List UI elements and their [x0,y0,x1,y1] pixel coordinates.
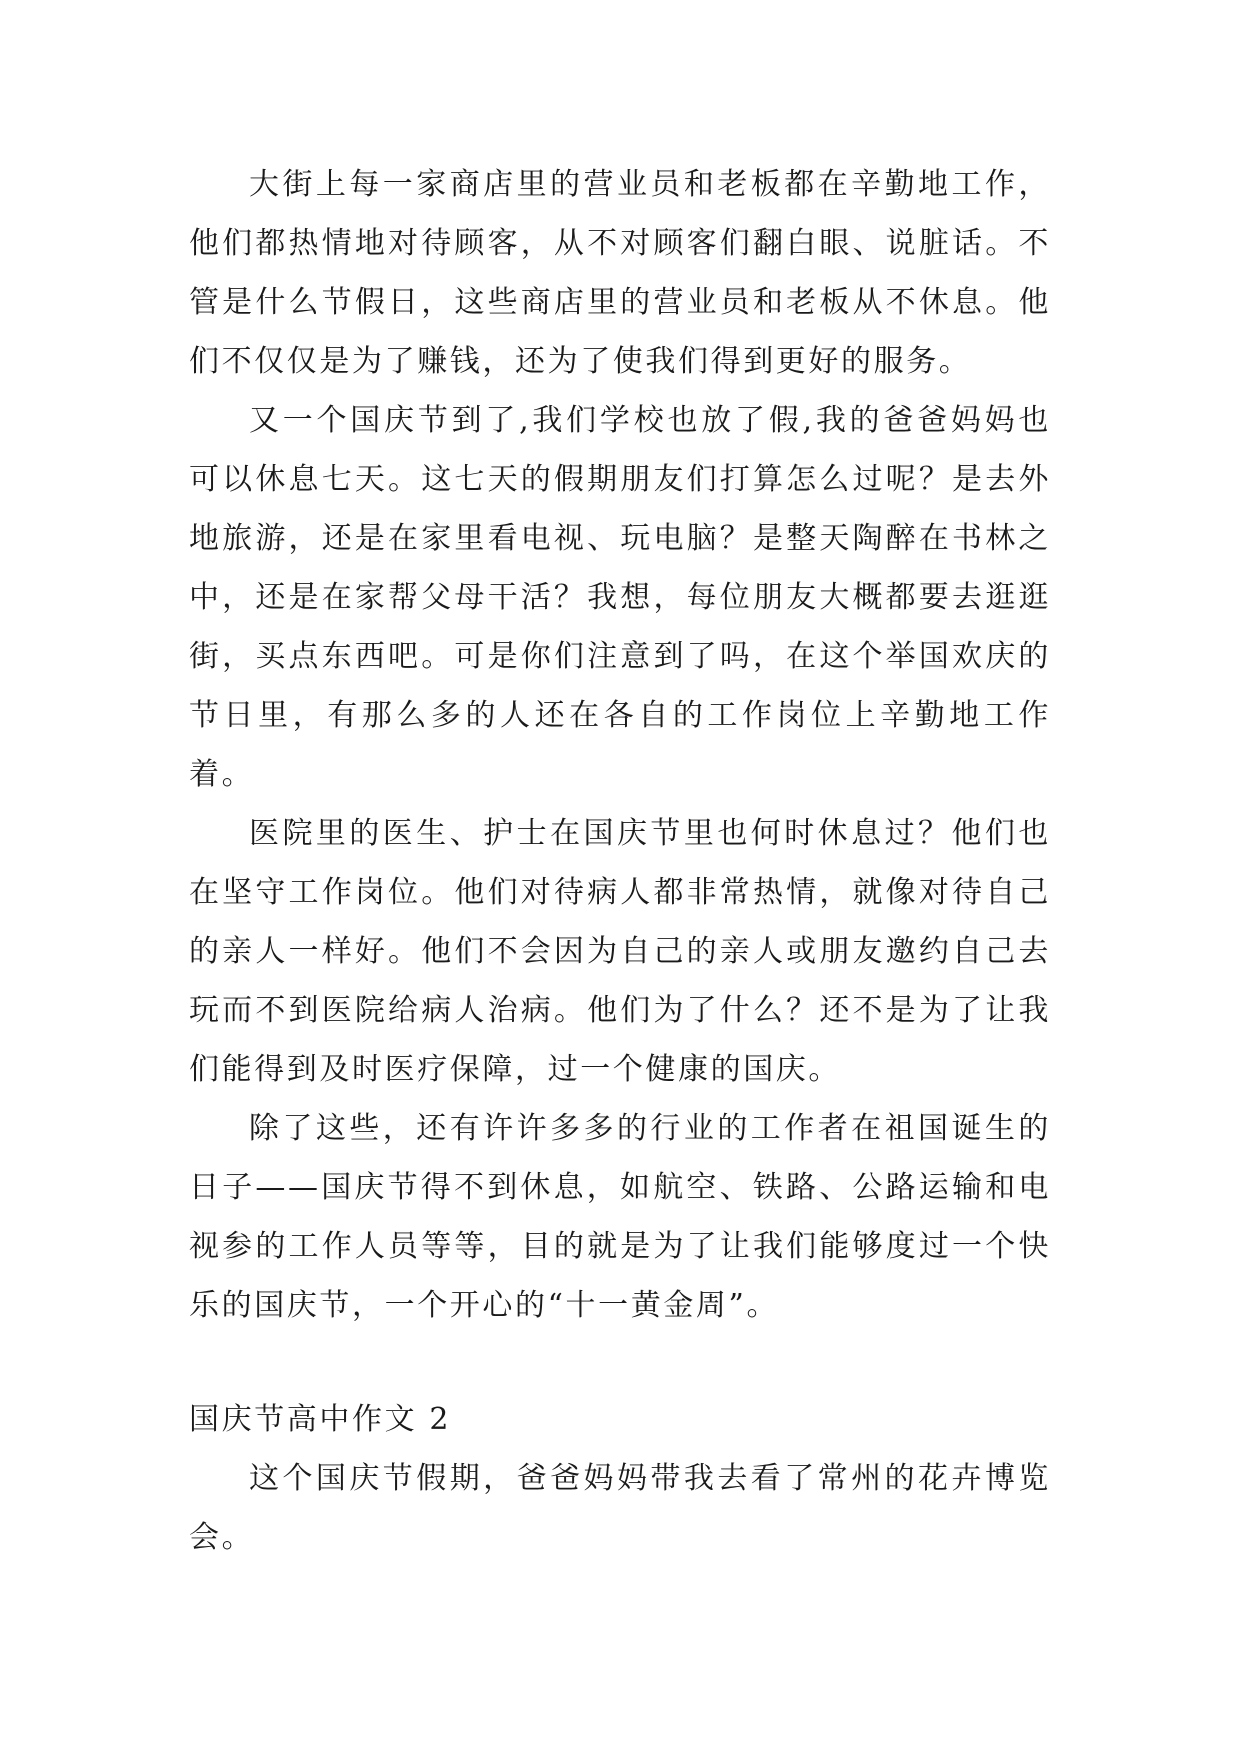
paragraph-other-workers: 除了这些，还有许许多多的行业的工作者在祖国诞生的日子——国庆节得不到休息，如航空、铁路、公路运输和电视参的工作人员等等，目的就是为了让我们能够度过一个快乐的国庆节，一个开心的“十一黄金周”。 [189,1111,1051,1323]
section-spacer [189,1335,1051,1390]
paragraph-shop-workers: 大街上每一家商店里的营业员和老板都在辛勤地工作，他们都热情地对待顾客，从不对顾客们翻白眼、说脏话。不管是什么节假日，这些商店里的营业员和老板从不休息。他们不仅仅是为了赚钱，还为了使我们得到更好的服务。 [189,167,1051,379]
section-heading: 国庆节高中作文 2 [189,1402,452,1437]
paragraph-national-day-holiday: 又一个国庆节到了,我们学校也放了假,我的爸爸妈妈也可以休息七天。这七天的假期朋友们打算怎么过呢？是去外地旅游，还是在家里看电视、玩电脑？是整天陶醉在书林之中，还是在家帮父母干活？我想，每位朋友大概都要去逛逛街，买点东西吧。可是你们注意到了吗，在这个举国欢庆的节日里，有那么多的人还在各自的工作岗位上辛勤地工作着。 [189,403,1051,792]
paragraph-flower-expo: 这个国庆节假期，爸爸妈妈带我去看了常州的花卉博览会。 [189,1461,1051,1555]
document-body [189,155,1051,1567]
paragraph-hospital-staff: 医院里的医生、护士在国庆节里也何时休息过？他们也在坚守工作岗位。他们对待病人都非常热情，就像对待自己的亲人一样好。他们不会因为自己的亲人或朋友邀约自己去玩而不到医院给病人治病。他们为了什么？还不是为了让我们能得到及时医疗保障，过一个健康的国庆。 [189,816,1051,1087]
